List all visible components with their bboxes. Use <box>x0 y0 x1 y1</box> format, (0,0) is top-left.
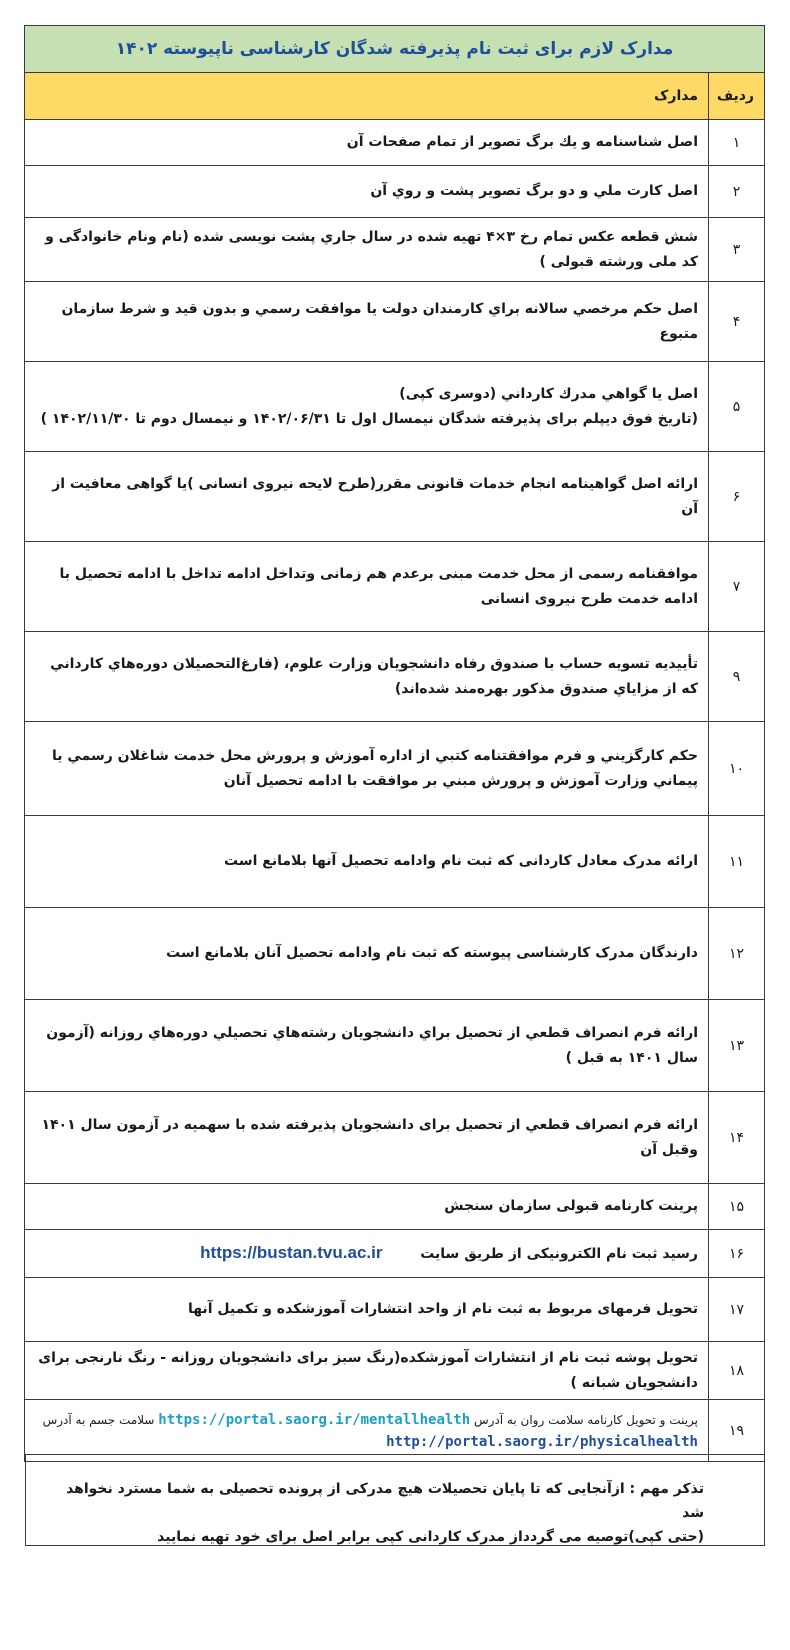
document-text: اصل شناسنامه و يك برگ تصوير از تمام صفحات آن <box>25 120 709 166</box>
document-text: شش قطعه عكس تمام رخ ۳×۴ تهيه شده در سال جاري پشت نويسی شده (نام ونام خانوادگی و کد ملی ورشته قبولی ) <box>25 218 709 282</box>
table-row <box>25 1400 765 1462</box>
row-number: ۱۱ <box>709 816 765 908</box>
row-number: ۱۲ <box>709 908 765 1000</box>
table-row <box>25 452 765 542</box>
important-note <box>25 1454 765 1546</box>
document-text <box>25 1400 709 1462</box>
note-line: (حتی کپی)توصيه می گردداز مدرک کاردانی کپی برابر اصل برای خود تهيه نماييد <box>157 1529 704 1545</box>
document-text: پرينت کارنامه قبولی سازمان سنجش <box>25 1184 709 1230</box>
table-row <box>25 1342 765 1400</box>
row-number: ۱۷ <box>709 1278 765 1342</box>
document-text: اصل كارت ملي و دو برگ تصوير پشت و روي آن <box>25 166 709 218</box>
row-number: ۹ <box>709 632 765 722</box>
row-number: ۱۴ <box>709 1092 765 1184</box>
document-text: دارندگان مدرک کارشناسی پيوسته که ثبت نام وادامه تحصيل آنان بلامانع است <box>25 908 709 1000</box>
row-number: ۲ <box>709 166 765 218</box>
physical-health-link[interactable]: http://portal.saorg.ir/physicalhealth <box>386 1433 698 1450</box>
column-header-documents: مدارک <box>25 73 709 120</box>
table-row <box>25 218 765 282</box>
row-number: ۶ <box>709 452 765 542</box>
row-number: ۴ <box>709 282 765 362</box>
column-header-row-number: رديف <box>709 73 765 120</box>
table-row <box>25 1000 765 1092</box>
document-text: تحويل فرمهای مربوط به ثبت نام از واحد انتشارات آموزشکده و تکميل آنها <box>25 1278 709 1342</box>
row-number: ۱۰ <box>709 722 765 816</box>
document-text: تأييديه تسويه حساب با صندوق رفاه دانشجويان وزارت علوم، (فارغ‌التحصيلان دوره‌هاي كارداني كه از مزاياي صندوق مذكور بهره‌مند شده‌اند) <box>25 632 709 722</box>
document-text: پرينت و تحويل کارنامه سلامت روان به آدرس <box>474 1412 698 1427</box>
title-row <box>25 26 765 73</box>
document-text <box>25 362 709 452</box>
table-row <box>25 908 765 1000</box>
row-number: ۱۳ <box>709 1000 765 1092</box>
row-number: ۷ <box>709 542 765 632</box>
documents-sheet <box>25 25 765 1462</box>
document-text: اصل حكم مرخصي سالانه براي كارمندان دولت يا موافقت رسمي و بدون قيد و شرط سازمان متبوع <box>25 282 709 362</box>
document-text: ارائه اصل گواهينامه انجام خدمات قانونی مقرر(طرح لايحه نيروی انسانی )يا گواهی معافيت از آن <box>25 452 709 542</box>
document-text <box>25 1230 709 1278</box>
document-text: تحويل پوشه ثبت نام از انتشارات آموزشکده(رنگ سبز برای دانشجويان روزانه - رنگ نارنجی برای دانشجويان شبانه ) <box>25 1342 709 1400</box>
mental-health-link[interactable]: https://portal.saorg.ir/mentallhealth <box>158 1411 471 1428</box>
row-number: ۵ <box>709 362 765 452</box>
document-text: ارائه فرم انصراف قطعي از تحصيل براي دانشجويان رشته‌هاي تحصيلي دوره‌هاي روزانه (آزمون سال ۱۴۰۱ به قبل ) <box>25 1000 709 1092</box>
document-text: ارائه فرم انصراف قطعي از تحصيل برای دانشجويان پذيرفته شده با سهميه در آزمون سال ۱۴۰۱ وقبل آن <box>25 1092 709 1184</box>
document-text: رسيد ثبت نام الکترونيکی از طريق سايت <box>420 1246 698 1262</box>
document-text-line: اصل يا گواهي مدرك كارداني (دوسری کپی) <box>399 385 698 402</box>
document-text-line: (تاريخ فوق ديپلم برای پذيرفته شدگان نيمسال اول تا ۱۴۰۲/۰۶/۳۱ و نيمسال دوم تا ۱۴۰۲/۱۱/۳۰ ) <box>40 410 698 427</box>
table-row <box>25 1092 765 1184</box>
table-row <box>25 282 765 362</box>
row-number: ۱۸ <box>709 1342 765 1400</box>
registration-site-link[interactable]: https://bustan.tvu.ac.ir <box>200 1243 383 1262</box>
table-row <box>25 362 765 452</box>
header-row <box>25 73 765 120</box>
document-text: ارائه مدرک معادل کاردانی که ثبت نام وادامه تحصيل آنها بلامانع است <box>25 816 709 908</box>
row-number: ۱۶ <box>709 1230 765 1278</box>
table-row <box>25 542 765 632</box>
row-number: ۱۵ <box>709 1184 765 1230</box>
table-row <box>25 120 765 166</box>
page-title: مدارک لازم برای ثبت نام پذیرفته شدگان کارشناسی ناپیوسته ۱۴۰۲ <box>25 26 765 73</box>
table-row <box>25 1230 765 1278</box>
documents-table <box>24 25 765 1462</box>
document-text: حكم كارگزيني و فرم موافقتنامه كتبي از اداره آموزش و پرورش محل خدمت شاغلان رسمي يا پيماني وزارت آموزش و پرورش مبني بر موافقت با ادامه تحصيل آنان <box>25 722 709 816</box>
table-row <box>25 166 765 218</box>
table-row <box>25 722 765 816</box>
document-text: سلامت جسم به آدرس <box>42 1412 155 1427</box>
row-number: ۳ <box>709 218 765 282</box>
table-row <box>25 1278 765 1342</box>
document-text: موافقنامه رسمی از محل خدمت مبنی برعدم هم زمانی وتداخل ادامه تداخل با ادامه تحصيل با ادامه خدمت طرح نيروی انسانی <box>25 542 709 632</box>
row-number: ۱ <box>709 120 765 166</box>
row-number: ۱۹ <box>709 1400 765 1462</box>
table-row <box>25 1184 765 1230</box>
note-line: تذکر مهم : ازآنجايی که تا پايان تحصيلات هيچ مدرکی از پرونده تحصيلی به شما مسترد نخواهد شد <box>66 1481 704 1521</box>
table-row <box>25 632 765 722</box>
table-row <box>25 816 765 908</box>
